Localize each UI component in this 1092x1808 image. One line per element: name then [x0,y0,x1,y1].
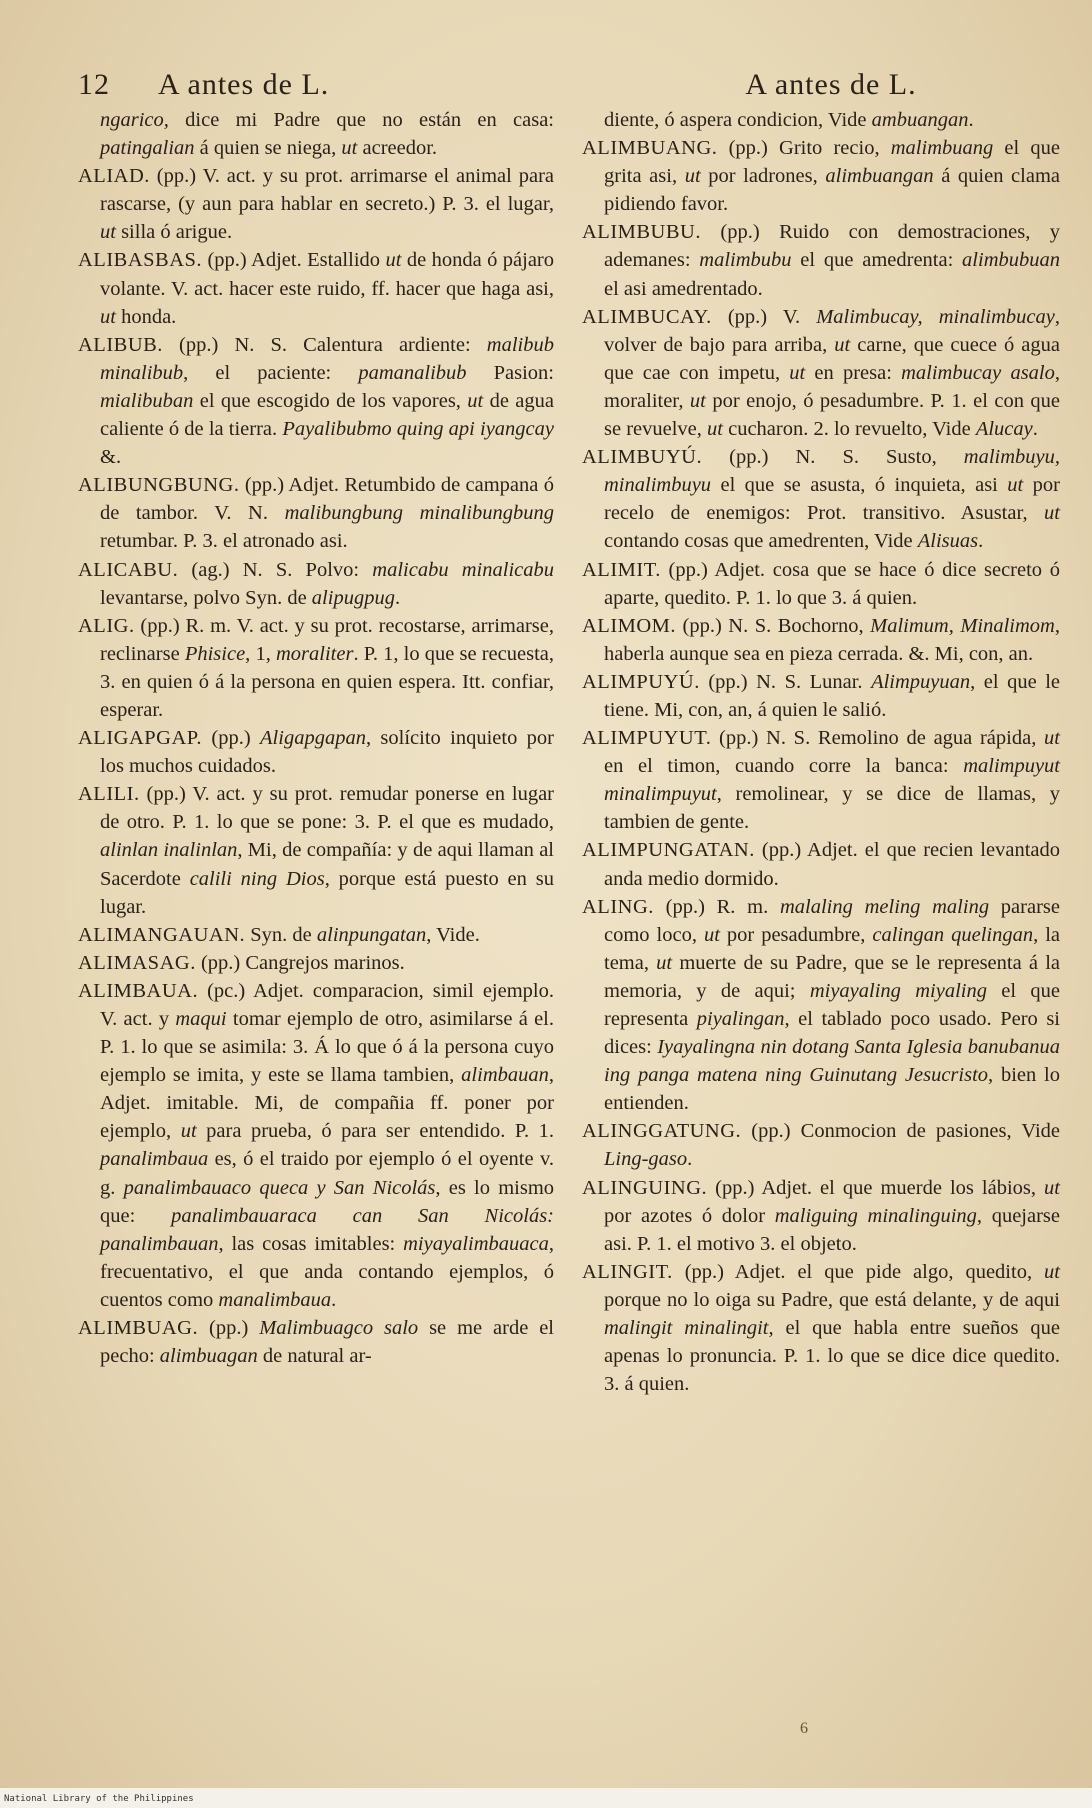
entry-term: ut [1044,1260,1060,1283]
entry-term: alimbauan [461,1064,549,1087]
dictionary-entry [78,1314,554,1370]
entry-text: (pp.) Conmocion de pasiones, Vide [741,1120,1060,1143]
entry-text: , las cosas imitables: [218,1232,404,1255]
entry-headword: ALIMBUCAY. [582,305,712,328]
entry-text: diente, ó aspera condicion, Vide [604,109,872,131]
dictionary-entry [582,724,1060,836]
entry-term: Malimbucay, minalimbucay [816,305,1055,328]
entry-term: malibungbung minalibungbung [284,502,554,525]
entry-term: maliguing minalinguing [774,1204,977,1227]
dictionary-entry [582,893,1060,1118]
entry-term: malibub minalibub [100,333,554,384]
entry-term: ut [707,418,723,441]
entry-headword: ALIAD. [78,165,150,188]
entry-term: ut [467,389,484,412]
entry-text: dice mi Padre que no están en casa: [168,109,554,131]
entry-headword: ALIMIT. [582,558,661,581]
dictionary-entry [78,331,554,471]
entry-headword: ALING. [582,895,654,918]
right-entries [582,106,1060,1398]
left-column [78,68,554,1370]
dictionary-entry [78,246,554,330]
entry-text: &. [100,446,122,469]
entry-text: , quejarse asi. P. 1. el motivo 3. el objeto. [604,1204,1060,1255]
entry-text: , frecuentativo, el que anda contando ejemplos, ó cuentos como [100,1232,554,1311]
entry-term: malimbuyu, minalimbuyu [604,446,1060,497]
entry-term: miyayalimbauaca [403,1232,549,1255]
entry-headword: ALIMPUYUT. [582,727,712,750]
entry-term: malimpuyut minalimpuyut [604,755,1060,806]
entry-term: malingit minalingit [604,1317,769,1340]
entry-term: ut [1044,502,1060,525]
entry-headword: ALIMANGAUAN. [78,923,246,946]
dictionary-entry [582,556,1060,612]
entry-text: cucharon. 2. lo revuelto, Vide [722,418,976,441]
entry-text: . [394,586,401,609]
entry-text: por ladrones, [700,165,826,188]
entry-text: levantarse, polvo Syn. de [100,586,312,609]
entry-text: Pasion: [466,361,554,384]
entry-term: Ling-gaso [604,1148,688,1171]
entry-text: para prueba, ó para ser entendido. P. 1. [196,1120,554,1143]
dictionary-entry [78,106,554,162]
entry-headword: ALIMBAUA. [78,979,199,1002]
entry-text: de natural ar- [257,1345,372,1368]
entry-term: panalimbauaraca can San Nicolás: panalimbauan [100,1204,554,1255]
entry-term: alimbuagan [159,1345,258,1368]
dictionary-entry [78,780,554,920]
entry-text: muerte de su Padre, que se le representa á la memoria, y de aqui; [604,951,1060,1002]
entry-text: (pp.) R. m. V. act. y su prot. recostarse, arrimarse, reclinarse [100,614,554,665]
entry-term: alipugpug [311,586,395,609]
entry-headword: ALIMOM. [582,614,677,637]
entry-headword: ALIG. [78,614,135,637]
entry-term: piyalingan [696,1008,785,1030]
entry-text: Syn. de [245,923,317,946]
entry-text: pararse como loco, [604,895,1060,946]
entry-text: . P. 1, lo que se recuesta, 3. en quien ó á la persona en quien espera. Itt. confiar, esperar. [100,642,554,721]
entry-text: retumbar. P. 3. el atronado asi. [100,530,348,553]
entry-text: por pesadumbre, [719,923,873,946]
entry-text: , bien lo entienden. [604,1064,1060,1115]
entry-text: el que representa [604,979,1060,1030]
left-running-title: A antes de L. [158,68,330,101]
entry-text: (pp.) Adjet. el que pide algo, quedito, [672,1260,1045,1283]
entry-text: , solícito inquieto por los muchos cuidados. [100,727,555,778]
entry-text: (ag.) N. S. Polvo: [178,558,373,581]
entry-text: , el paciente: [183,361,359,384]
entry-term: pamanalibub [358,361,467,384]
entry-term: ut [1044,727,1060,750]
entry-text: por recelo de enemigos: Prot. transitivo. Asustar, [604,474,1060,525]
entry-text: (pp.) Adjet. el que recien levantado anda medio dormido. [604,839,1060,890]
entry-text: , el tablado poco usado. Pero si dices: [604,1008,1060,1059]
entry-text: . [331,1288,337,1311]
entry-text: , la tema, [604,923,1061,974]
entry-text: de honda ó pájaro volante. V. act. hacer este ruido, ff. hacer que haga asi, [100,249,554,300]
entry-term: ut [100,305,116,328]
entry-term: ut [689,389,706,412]
entry-term: Malimum, Minalimom [870,614,1055,637]
left-entries [78,106,554,1370]
entry-headword: ALINGIT. [582,1260,673,1283]
entry-text: (pp.) V. act. y su prot. arrimarse el animal para rascarse, (y aun para hablar en secreto.) P. 3. el lugar, [100,165,554,216]
entry-term: maqui [175,1008,227,1030]
footer-credit: National Library of the Philippines [4,1794,194,1804]
entry-text: honda. [115,305,177,328]
entry-text: (pp.) N. S. Bochorno, [676,614,871,637]
entry-text: (pp.) [202,727,261,750]
entry-term: ut [1044,1176,1060,1199]
entry-term: Payalibubmo quing api iyangcay [282,418,554,441]
entry-text: por azotes ó dolor [604,1204,775,1227]
entry-headword: ALIMASAG. [78,951,196,974]
entry-term: malimbucay asalo [901,361,1055,384]
entry-term: malaling meling maling [779,895,990,918]
entry-term: ambuangan [871,109,969,131]
entry-text: . [968,109,974,131]
entry-text: , el que le tiene. Mi, con, an, á quien le salió. [604,670,1060,721]
entry-term: Alisuas [917,530,979,553]
entry-text: (pp.) V. act. y su prot. remudar ponerse en lugar de otro. P. 1. lo que se pone: 3. P. el que es mudado, [100,783,554,834]
entry-headword: ALIBASBAS. [78,249,203,272]
entry-term: malicabu minalicabu [372,558,554,581]
entry-term: ut [656,951,673,974]
entry-text: , Vide. [426,923,480,946]
entry-term: Aligapgapan [260,727,366,750]
entry-term: ngarico, [100,109,169,131]
entry-term: moraliter [275,642,354,665]
entry-term: calili ning Dios [189,867,325,890]
dictionary-entry [582,668,1060,724]
entry-term: alimbuangan [825,165,934,188]
entry-text: en presa: [805,361,902,384]
entry-term: manalimbaua [218,1288,332,1311]
entry-term: Alimpuyuan [871,670,971,693]
entry-text: por enojo, ó pesadumbre. P. 1. el con que se revuelve, [604,389,1061,441]
entry-text: el asi amedrentado. [604,277,763,300]
entry-text: (pp.) R. m. [653,895,780,918]
entry-term: ut [684,165,701,188]
entry-term: alinpungatan [316,923,427,946]
entry-text: (pp.) N. S. Remolino de agua rápida, [711,727,1045,750]
entry-text: á quien clama pidiendo favor. [604,165,1060,216]
entry-term: ut [789,361,806,384]
page-number: 12 [78,68,110,101]
entry-text: porque no lo oiga su Padre, que está delante, y de aqui [604,1288,1060,1311]
entry-text: (pp.) N. S. Calentura ardiente: [162,333,487,356]
entry-text: (pp.) V. [711,305,817,328]
entry-text: (pc.) Adjet. comparacion, simil ejemplo. V. act. y [100,979,554,1030]
entry-headword: ALINGGATUNG. [582,1120,742,1143]
entry-text: el que se asusta, ó inquieta, asi [711,474,1008,497]
entry-text: (pp.) Ruido con demostraciones, y ademanes: [604,221,1060,272]
entry-text: , haberla aunque sea en pieza cerrada. &. Mi, con, an. [604,614,1060,665]
entry-headword: ALIBUNGBUNG. [78,474,240,497]
entry-text: (pp.) Adjet. el que muerde los lábios, [707,1176,1045,1199]
entry-headword: ALICABU. [78,558,179,581]
dictionary-entry [78,162,554,246]
entry-headword: ALIMPUNGATAN. [582,839,755,862]
entry-text: , remolinear, y se dice de llamas, y tambien de gente. [604,783,1060,834]
entry-text: (pp.) N. S. Susto, [702,446,964,469]
entry-text: , porque está puesto en su lugar. [100,867,554,918]
entry-text: tomar ejemplo de otro, asimilarse á el. P. 1. lo que se asimila: 3. Á lo que ó á la persona cuyo ejemplo se imita, y este se llama tambien, [100,1008,554,1087]
entry-term: miyayaling miyaling [809,979,987,1002]
entry-headword: ALIMBUYÚ. [582,446,703,469]
dictionary-entry [582,1258,1060,1398]
entry-term: ut [180,1120,197,1143]
right-running-title: A antes de L. [745,68,917,101]
entry-headword: ALIMPUYÚ. [582,670,700,693]
entry-term: Malimbuagco salo [259,1317,419,1340]
entry-text: . [1032,418,1038,441]
entry-term: Phisice [184,642,246,665]
entry-text: , moraliter, [604,361,1061,412]
entry-text: el que amedrenta: [791,249,963,272]
entry-headword: ALIMBUAG. [78,1317,199,1340]
dictionary-entry [582,612,1060,668]
dictionary-entry [78,556,554,612]
entry-text: , el que habla entre sueños que apenas lo pronuncia. P. 1. lo que se dice dice quedito. 3. á quien. [604,1317,1060,1396]
entry-headword: ALIMBUANG. [582,137,718,160]
entry-text: carne, que cuece ó agua que cae con impetu, [604,333,1060,384]
entry-text: , es lo mismo que: [100,1176,555,1227]
entry-term: alimbubuan [962,249,1060,272]
entry-text: es, ó el traido por ejemplo ó el oyente v. g. [100,1148,554,1199]
right-running-head [582,68,1060,104]
dictionary-entry [78,949,554,977]
entry-term: panalimbaua [100,1148,209,1171]
entry-text: contando cosas que amedrenten, Vide [604,530,918,553]
entry-text: (pp.) [198,1317,260,1340]
entry-text: . [978,530,984,553]
dictionary-entry [582,134,1060,218]
dictionary-entry [78,471,554,555]
entry-term: calingan quelingan [872,923,1034,946]
entry-term: mialibuban [100,389,194,412]
entry-text: . [687,1148,693,1171]
entry-term: ut [834,333,851,356]
entry-text: (pp.) Adjet. Estallido [202,249,386,272]
entry-text: (pp.) Grito recio, [717,137,891,160]
dictionary-entry [78,724,554,780]
entry-headword: ALIGAPGAP. [78,727,203,750]
entry-text: , Mi, de compañía: y de aqui llaman al Sacerdote [100,839,554,890]
dictionary-entry [582,443,1060,555]
entry-term: ut [100,221,116,244]
entry-text: el que grita asi, [604,137,1060,188]
entry-headword: ALIMBUBU. [582,221,701,244]
entry-text: á quien se niega, [194,137,342,160]
dictionary-entry [582,836,1060,892]
entry-text: el que escogido de los vapores, [193,389,468,412]
entry-term: ut [341,137,358,160]
entry-headword: ALINGUING. [582,1176,708,1199]
entry-term: ut [703,923,720,946]
entry-term: patingalian [100,137,195,160]
entry-text: , Adjet. imitable. Mi, de compañia ff. poner por ejemplo, [100,1064,554,1143]
entry-term: Iyayalingna nin dotang Santa Iglesia banubanua ing panga matena ning Guinutang Jesucristo [604,1036,1060,1087]
left-running-head [78,68,554,104]
dictionary-entry [78,921,554,949]
dictionary-entry [582,1117,1060,1173]
dictionary-entry [582,106,1060,134]
dictionary-entry [78,977,554,1314]
entry-term: panalimbauaco queca y San Nicolás [123,1176,436,1199]
entry-text: se me arde el pecho: [100,1317,555,1368]
entry-text: (pp.) N. S. Lunar. [699,670,872,693]
entry-text: acreedor. [357,137,438,160]
entry-headword: ALIBUB. [78,333,163,356]
right-column [582,68,1060,1398]
entry-term: ut [385,249,402,272]
entry-term: ut [1007,474,1024,497]
entry-text: en el timon, cuando corre la banca: [604,755,964,778]
entry-text: (pp.) Adjet. Retumbido de campana ó de tambor. V. N. [100,474,554,525]
entry-text: (pp.) Adjet. cosa que se hace ó dice secreto ó aparte, quedito. P. 1. lo que 3. á quien. [604,558,1060,609]
dictionary-entry [582,303,1060,443]
entry-text: de agua caliente ó de la tierra. [100,389,555,441]
dictionary-entry [78,612,554,724]
entry-text: silla ó arigue. [115,221,233,244]
dictionary-entry [582,218,1060,302]
entry-term: Alucay [975,418,1033,441]
page-mark: 6 [800,1720,808,1737]
entry-term: malimbubu [699,249,792,272]
dictionary-entry [582,1174,1060,1258]
entry-term: alinlan inalinlan [100,839,238,862]
entry-text: , volver de bajo para arriba, [604,305,1060,356]
entry-text: , 1, [245,642,276,665]
entry-term: malimbuang [890,137,994,160]
entry-headword: ALILI. [78,783,140,806]
entry-text: (pp.) Cangrejos marinos. [195,951,405,974]
